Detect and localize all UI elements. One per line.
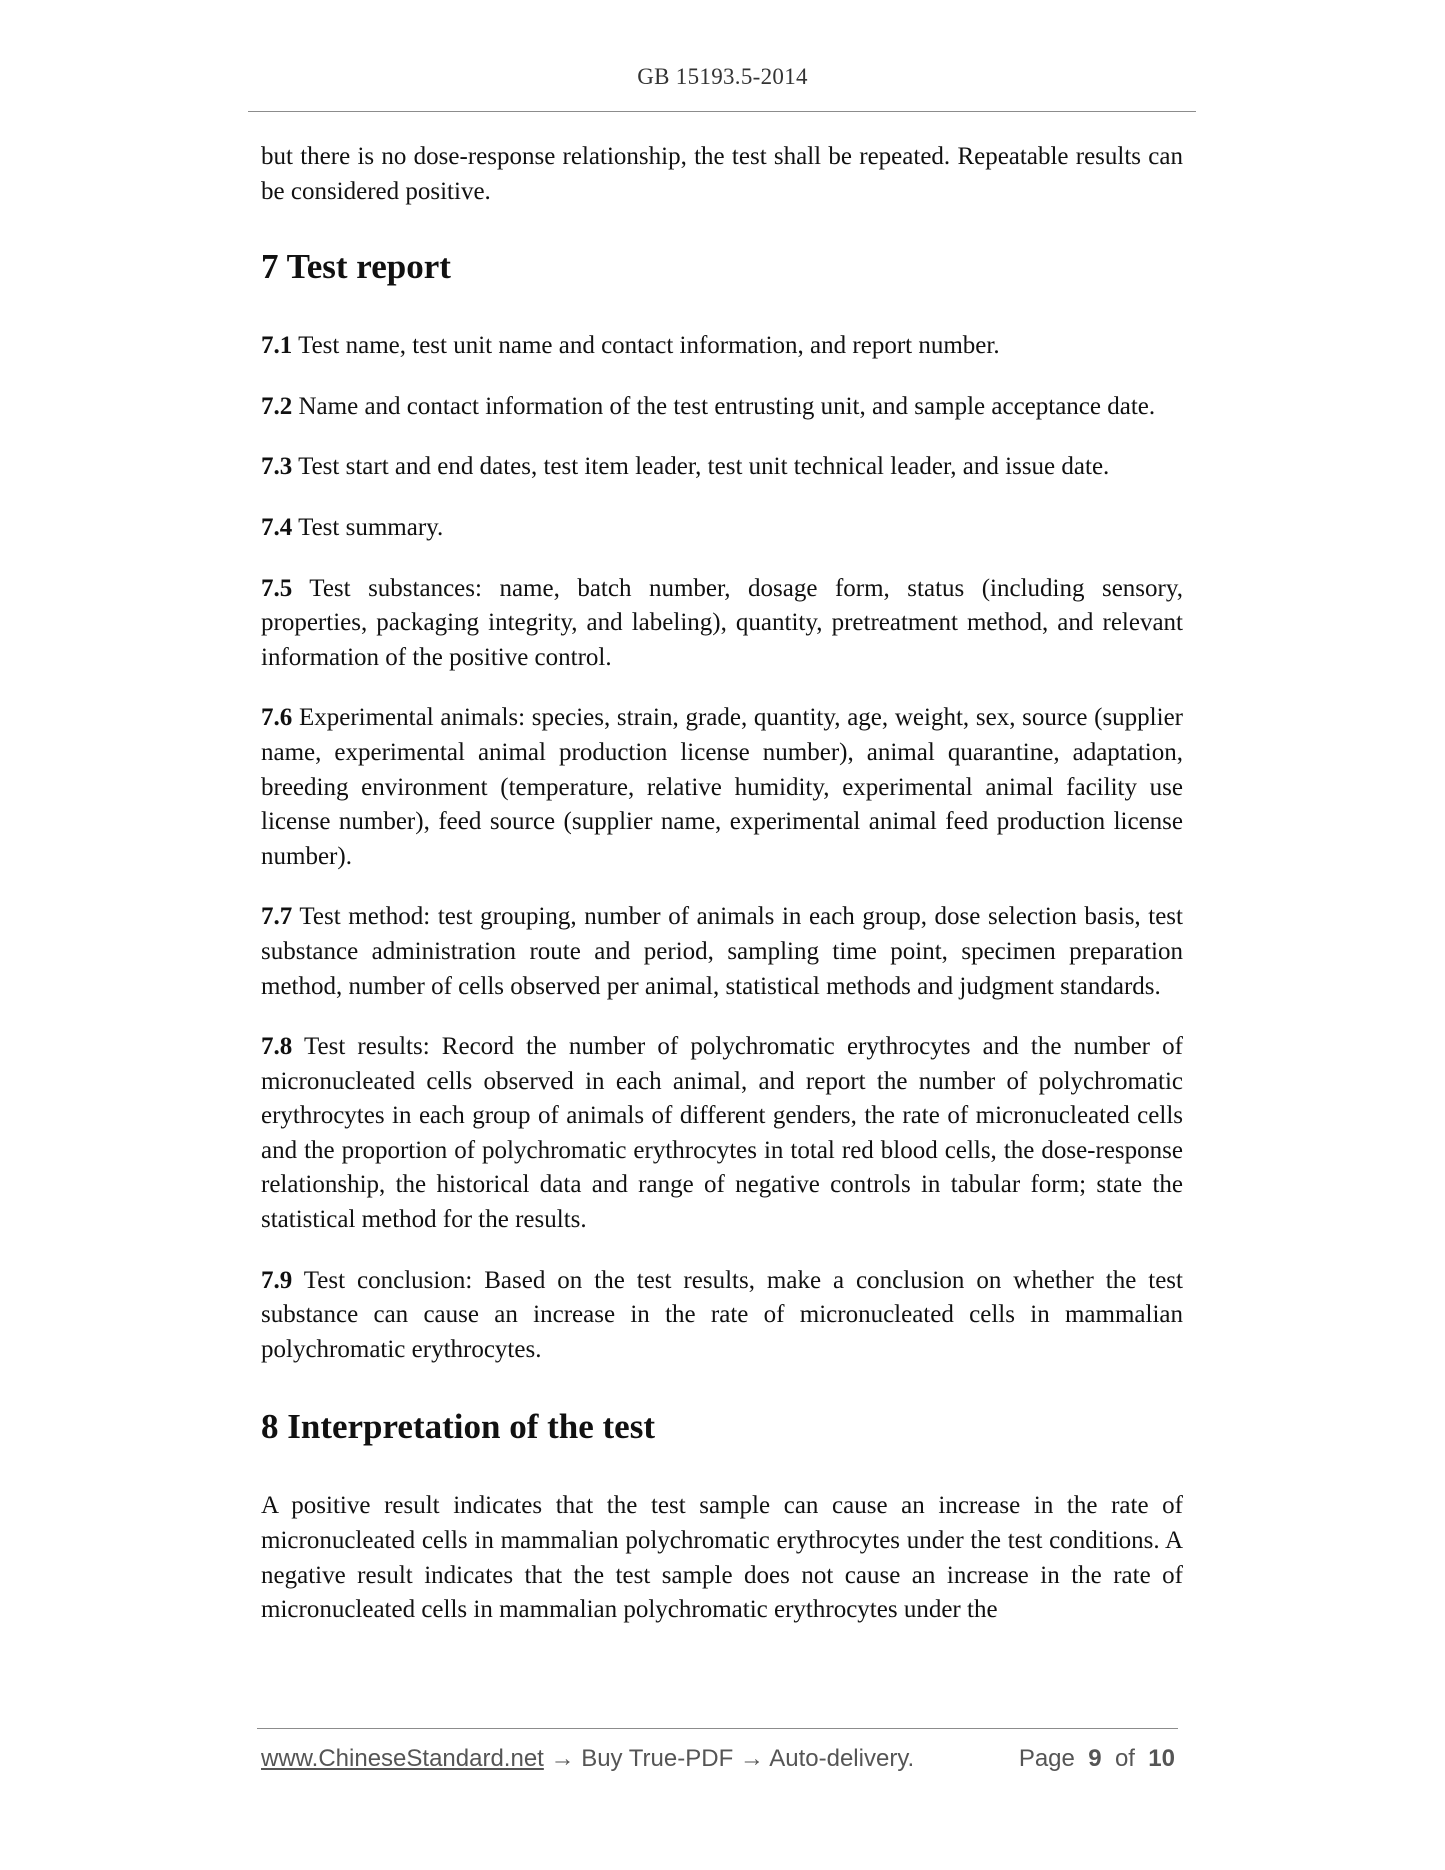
page-total: 10 <box>1148 1745 1175 1772</box>
clause-number: 7.3 <box>261 453 293 481</box>
page-number <box>1019 1745 1175 1773</box>
intro-paragraph: but there is no dose-response relationship, the test shall be repeated. Repeatable results can be considered positive. <box>261 143 1183 205</box>
chinesestandard-link[interactable]: www.ChineseStandard.net <box>261 1745 544 1772</box>
page-of-label: of <box>1114 1745 1135 1772</box>
clause-text: Test start and end dates, test item leader, test unit technical leader, and issue date. <box>298 453 1110 481</box>
clause-text: Test method: test grouping, number of animals in each group, dose selection basis, test substance administration route and period, sampling time point, specimen preparation method, number of cells observed per animal, statistical methods and judgment standards. <box>261 903 1183 1000</box>
page-label: Page <box>1018 1745 1075 1772</box>
clause-7-1 <box>261 329 1183 364</box>
clause-number: 7.7 <box>261 903 293 931</box>
clause-text: Test substances: name, batch number, dosage form, status (including sensory, properties, packaging integrity, and labeling), quantity, pretreatment method, and relevant information of the positive control. <box>261 574 1183 671</box>
footer-divider <box>257 1728 1178 1729</box>
clause-number: 7.2 <box>261 392 293 420</box>
clause-number: 7.6 <box>261 704 293 732</box>
document-body <box>261 140 1183 1654</box>
section-8-paragraph: A positive result indicates that the test sample can cause an increase in the rate of micronucleated cells in mammalian polychromatic erythrocytes under the test conditions. A negative result indicates that the test sample does not cause an increase in the rate of micronucleated cells in mammalian polychromatic erythrocytes under the <box>261 1492 1183 1624</box>
footer-promo <box>261 1745 914 1773</box>
footer-delivery-text: Auto-delivery. <box>769 1745 915 1772</box>
arrow-right-icon: → <box>550 1745 575 1772</box>
arrow-right-icon: → <box>739 1745 764 1772</box>
clause-7-6 <box>261 701 1183 874</box>
clause-number: 7.1 <box>261 332 293 360</box>
clause-7-2 <box>261 390 1183 425</box>
clause-text: Test conclusion: Based on the test results, make a conclusion on whether the test substance can cause an increase in the rate of micronucleated cells in mammalian polychromatic erythrocytes. <box>261 1266 1183 1363</box>
clause-7-7 <box>261 900 1183 1004</box>
section-8-heading: 8 Interpretation of the test <box>261 1407 655 1447</box>
clause-7-5 <box>261 572 1183 676</box>
clause-number: 7.5 <box>261 574 293 602</box>
page-current: 9 <box>1088 1745 1102 1772</box>
clause-text: Name and contact information of the test entrusting unit, and sample acceptance date. <box>298 392 1156 420</box>
clause-text: Test name, test unit name and contact information, and report number. <box>298 332 1000 360</box>
clause-number: 7.8 <box>261 1033 293 1061</box>
clause-text: Test summary. <box>298 513 444 541</box>
clause-7-9 <box>261 1264 1183 1368</box>
clause-text: Experimental animals: species, strain, grade, quantity, age, weight, sex, source (supplier name, experimental animal production license number), animal quarantine, adaptation, breeding environment (temperature, relative humidity, experimental animal facility use license number), feed source (supplier name, experimental animal feed production license number). <box>261 704 1183 870</box>
section-7-heading: 7 Test report <box>261 247 451 287</box>
clause-text: Test results: Record the number of polychromatic erythrocytes and the number of micronucleated cells observed in each animal, and report the number of polychromatic erythrocytes in each group of animals of different genders, the rate of micronucleated cells and the proportion of polychromatic erythrocytes in total red blood cells, the dose-response relationship, the historical data and range of negative controls in tabular form; state the statistical method for the results. <box>261 1033 1183 1234</box>
header-divider <box>248 111 1196 112</box>
clause-number: 7.4 <box>261 513 293 541</box>
footer-buy-text: Buy True-PDF <box>581 1745 734 1772</box>
clause-7-3 <box>261 450 1183 485</box>
clause-number: 7.9 <box>261 1266 293 1294</box>
clause-7-4 <box>261 511 1183 546</box>
clause-7-8 <box>261 1030 1183 1238</box>
page-header-standard-code: GB 15193.5-2014 <box>637 64 808 89</box>
